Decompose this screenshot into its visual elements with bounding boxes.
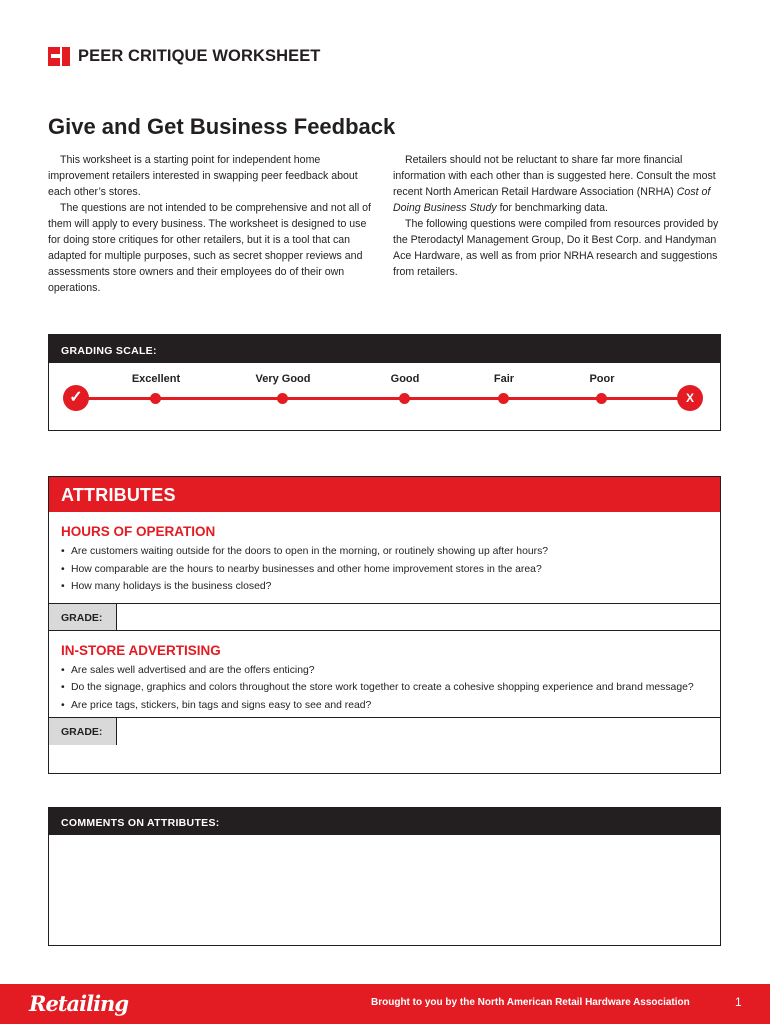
question-item: • How comparable are the hours to nearby businesses and other home improvement stores in the area? (61, 562, 720, 578)
intro-paragraph: This worksheet is a starting point for independent home improvement retailers interested in swapping peer feedback about each other’s stores. (48, 154, 358, 198)
page-number: 1 (735, 995, 742, 1009)
intro-paragraph: The following questions were compiled from resources provided by the Pterodactyl Management Group, Do it Best Corp. and Handyman Ace Hardware, as well as from prior NRHA research and suggestions from retailers. (393, 218, 719, 278)
comments-panel (48, 807, 721, 946)
scale-dot-good (399, 393, 410, 404)
comments-heading: COMMENTS ON ATTRIBUTES: (49, 808, 720, 835)
study-title: Cost of Doing Business Study (393, 186, 711, 214)
intro-text: Retailers should not be reluctant to share far more financial information with each other than is suggested here. Consult the most recent North American Retail Hardware Association (NRHA) (393, 154, 716, 198)
scale-label-fair: Fair (493, 373, 515, 385)
grade-row-advertising (49, 717, 720, 745)
retailing-logo: Retailing (29, 991, 129, 1016)
x-icon: X (677, 385, 703, 411)
question-item: • Are sales well advertised and are the offers enticing? (61, 663, 720, 679)
intro-left-column (48, 152, 378, 296)
grade-entry-field[interactable] (117, 604, 720, 630)
question-item: • How many holidays is the business closed? (61, 579, 720, 595)
grade-label: GRADE: (49, 604, 117, 630)
scale-dot-poor (596, 393, 607, 404)
attributes-heading: ATTRIBUTES (49, 477, 720, 512)
scale-label-good: Good (390, 373, 420, 385)
question-item: • Do the signage, graphics and colors throughout the store work together to create a cohesive shopping experience and brand message? (61, 680, 720, 696)
section-title-advertising: IN-STORE ADVERTISING (61, 642, 221, 658)
grade-row-hours (49, 603, 720, 631)
intro-text: for benchmarking data. (496, 202, 608, 214)
attributes-panel (48, 476, 721, 774)
question-item: • Are price tags, stickers, bin tags and signs easy to see and read? (61, 698, 720, 714)
worksheet-header-title: PEER CRITIQUE WORKSHEET (78, 47, 321, 65)
grading-scale-panel (48, 334, 721, 431)
footer-credit: Brought to you by the North American Retail Hardware Association (371, 997, 690, 1008)
page-footer (0, 984, 770, 1024)
scale-dot-very-good (277, 393, 288, 404)
intro-paragraph: The questions are not intended to be comprehensive and not all of them will apply to every business. The worksheet is designed to use for doing store critiques for other retailers, but it is a tool that can adapted for multiple purposes, such as secret shopper reviews and assessments store owners and their employees do of their own operations. (48, 202, 371, 294)
grade-label: GRADE: (49, 718, 117, 745)
worksheet-header (48, 47, 320, 66)
grade-entry-field[interactable] (117, 718, 720, 745)
scale-label-very-good: Very Good (255, 373, 311, 385)
scale-dot-fair (498, 393, 509, 404)
scale-label-excellent: Excellent (131, 373, 181, 385)
question-item: • Are customers waiting outside for the doors to open in the morning, or routinely showing up after hours? (61, 544, 720, 560)
advertising-questions (49, 663, 720, 714)
intro-paragraph (393, 152, 723, 216)
red-bracket-logo-icon (48, 47, 70, 66)
section-title-hours: HOURS OF OPERATION (61, 524, 216, 539)
hours-questions (49, 544, 720, 595)
checkmark-icon: ✓ (63, 385, 89, 411)
page-title: Give and Get Business Feedback (48, 114, 396, 139)
grading-scale (49, 363, 720, 431)
scale-label-poor: Poor (589, 373, 615, 385)
scale-dot-excellent (150, 393, 161, 404)
comments-entry-area[interactable] (49, 835, 720, 945)
grading-scale-heading: GRADING SCALE: (49, 335, 720, 363)
intro-right-column (393, 152, 723, 280)
